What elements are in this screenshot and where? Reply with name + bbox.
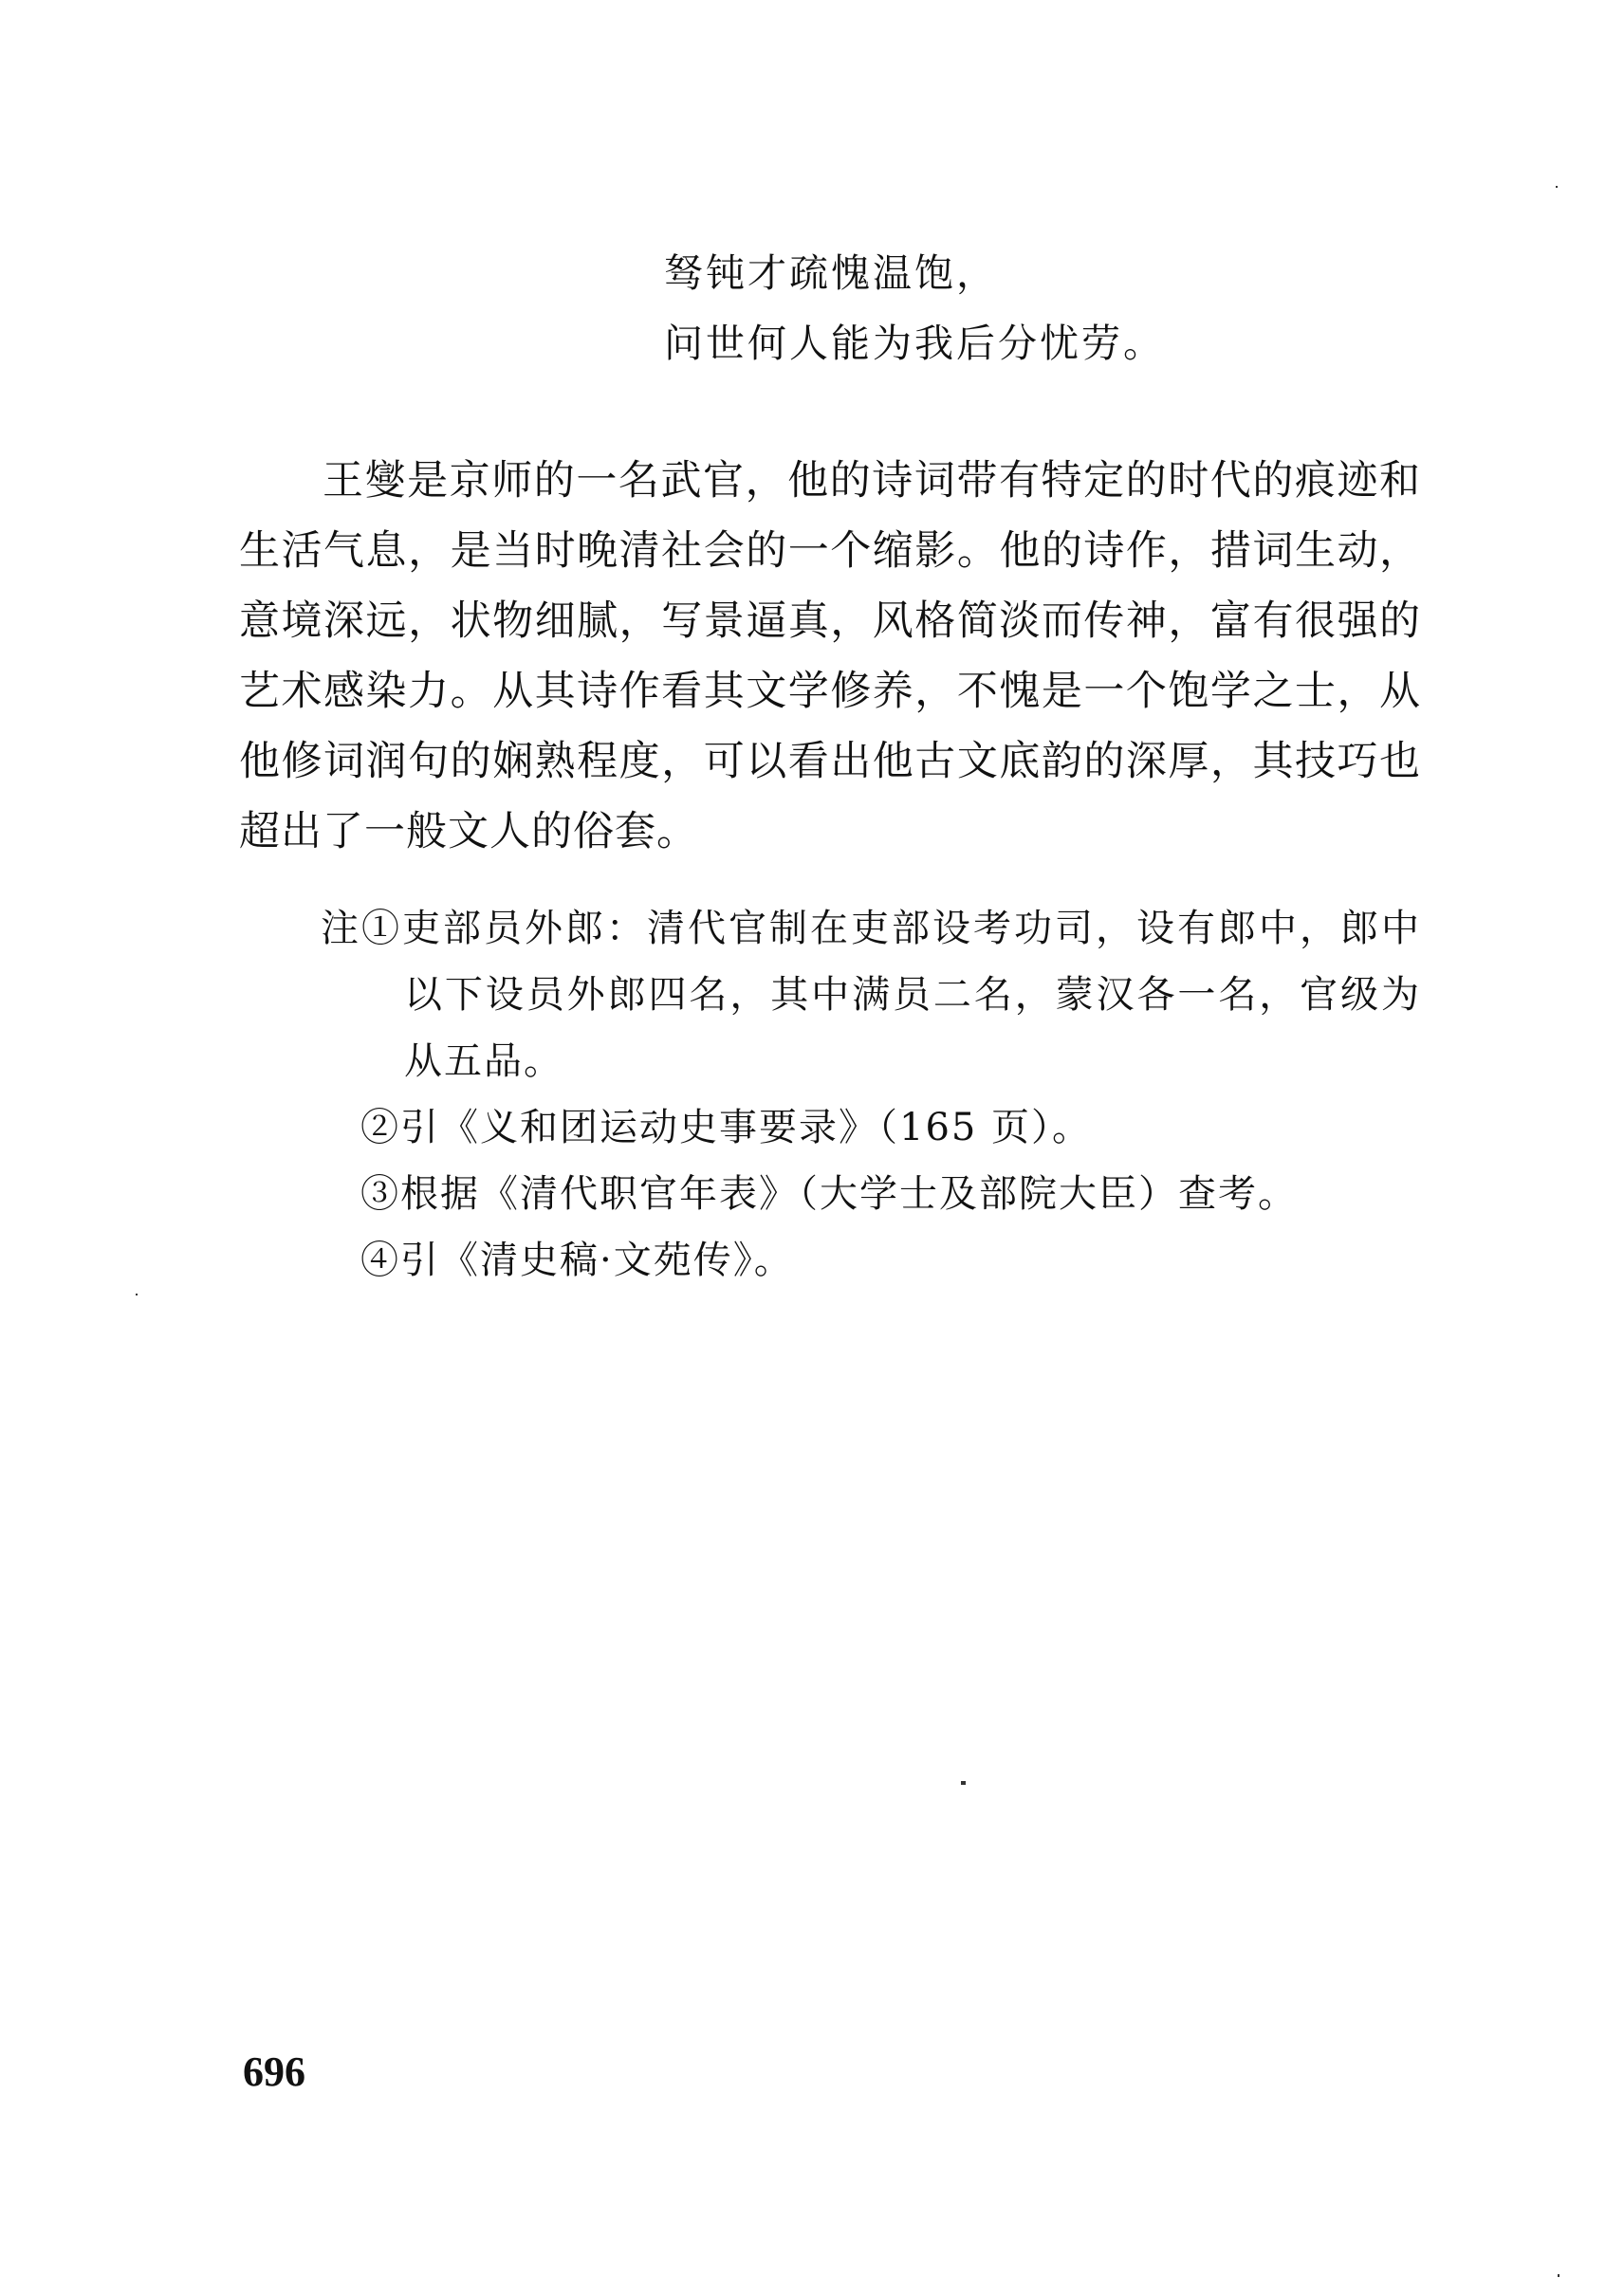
footnotes <box>321 895 1421 1294</box>
footnote-4: ④引《清史稿·文苑传》。 <box>360 1239 794 1282</box>
scan-speck <box>961 1781 966 1785</box>
scan-speck <box>1558 2274 1559 2277</box>
poem-line-1: 驽钝才疏愧温饱， <box>664 250 998 296</box>
footnote-3: ③根据《清代职官年表》（大学士及部院大臣）查考。 <box>360 1172 1298 1216</box>
footnote-2: ②引《义和团运动史事要录》（165 页）。 <box>360 1106 1093 1149</box>
body-paragraph: 王燮是京师的一名武官，他的诗词带有特定的时代的痕迹和生活气息，是当时晚清社会的一个缩影。他的诗作，措词生动，意境深远，状物细腻，写景逼真，风格简淡而传神，富有很强的艺术感染力。从其诗作看其文学修养，不愧是一个饱学之士，从他修词润句的娴熟程度，可以看出他古文底韵的深厚，其技巧也超出了一般文人的俗套。 <box>239 457 1421 855</box>
page-number: 696 <box>243 2048 305 2095</box>
scan-speck <box>136 1294 138 1295</box>
footnote-1: 注①吏部员外郎：清代官制在吏部设考功司，设有郎中，郎中以下设员外郎四名，其中满员二名，蒙汉各一名，官级为从五品。 <box>321 907 1421 1083</box>
scan-speck <box>1556 186 1558 188</box>
poem-line-2: 问世何人能为我后分忧劳。 <box>664 321 1165 366</box>
